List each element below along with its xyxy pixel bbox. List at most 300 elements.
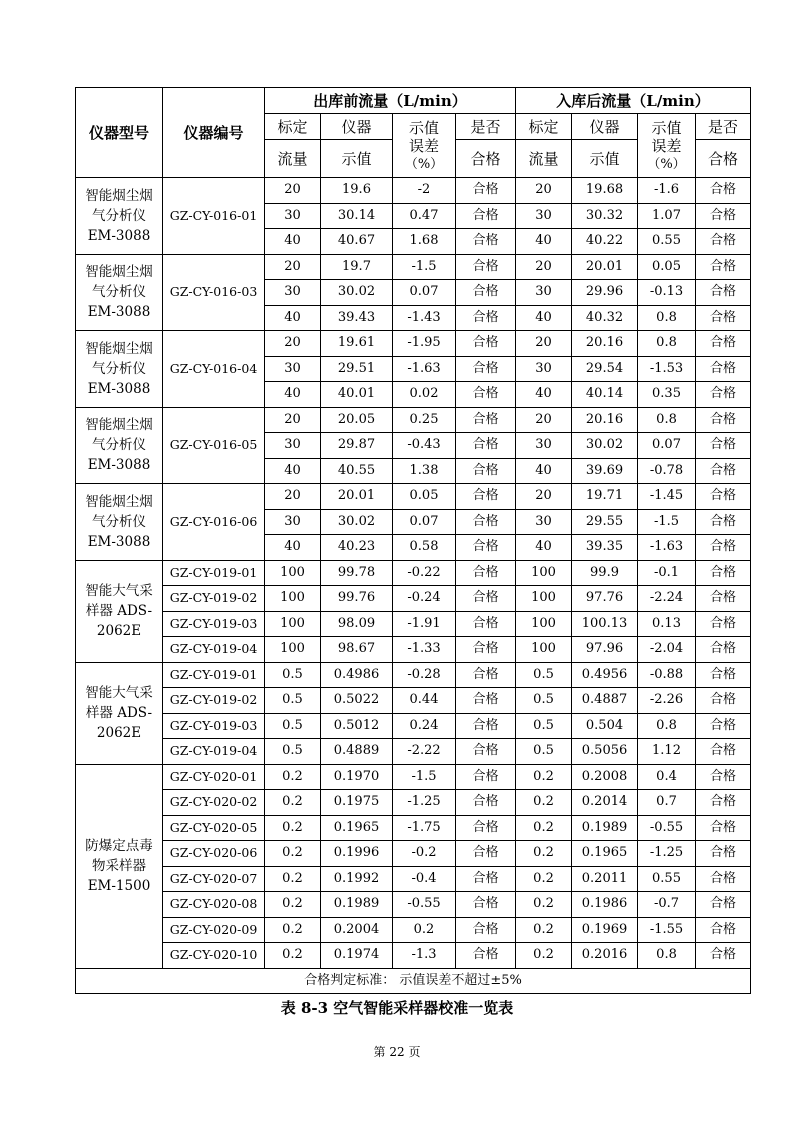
cell-b-ok: 合格 xyxy=(456,560,516,586)
cell-a-std: 0.5 xyxy=(516,739,572,765)
cell-a-val: 30.32 xyxy=(572,203,638,229)
instrument-model xyxy=(76,560,163,662)
cell-b-err: -0.43 xyxy=(393,433,456,459)
header-before-ok-top: 是否 xyxy=(456,114,516,140)
cell-a-ok: 合格 xyxy=(696,662,751,688)
cell-a-std: 30 xyxy=(516,509,572,535)
cell-b-val: 29.51 xyxy=(321,356,393,382)
cell-a-ok: 合格 xyxy=(696,407,751,433)
cell-b-val: 0.1974 xyxy=(321,943,393,969)
cell-a-std: 0.5 xyxy=(516,713,572,739)
instrument-number: GZ-CY-019-01 xyxy=(163,560,265,586)
cell-b-ok: 合格 xyxy=(456,764,516,790)
cell-b-ok: 合格 xyxy=(456,892,516,918)
cell-b-std: 100 xyxy=(265,586,321,612)
cell-b-val: 29.87 xyxy=(321,433,393,459)
cell-b-ok: 合格 xyxy=(456,229,516,255)
header-after-std-bottom: 流量 xyxy=(516,140,572,178)
cell-a-val: 40.14 xyxy=(572,382,638,408)
header-row-1 xyxy=(76,88,751,114)
cell-b-err: -1.91 xyxy=(393,611,456,637)
instrument-number: GZ-CY-020-02 xyxy=(163,790,265,816)
qualification-standard: 合格判定标准： 示值误差不超过±5% xyxy=(76,968,751,993)
page-number: 第 22 页 xyxy=(373,1045,421,1059)
cell-b-ok: 合格 xyxy=(456,509,516,535)
table-row xyxy=(76,688,751,714)
cell-a-std: 0.2 xyxy=(516,892,572,918)
table-row xyxy=(76,407,751,433)
instrument-number: GZ-CY-020-09 xyxy=(163,917,265,943)
table-row xyxy=(76,739,751,765)
cell-a-std: 40 xyxy=(516,305,572,331)
header-before-val-top: 仪器 xyxy=(321,114,393,140)
header-before-err-unit: （%） xyxy=(404,156,444,172)
cell-b-std: 40 xyxy=(265,458,321,484)
cell-a-std: 0.2 xyxy=(516,815,572,841)
cell-b-ok: 合格 xyxy=(456,943,516,969)
cell-b-val: 30.14 xyxy=(321,203,393,229)
cell-b-val: 19.61 xyxy=(321,331,393,357)
cell-b-ok: 合格 xyxy=(456,688,516,714)
header-after-err-unit: （%） xyxy=(647,156,686,172)
cell-a-val: 0.1965 xyxy=(572,841,638,867)
cell-b-val: 0.4889 xyxy=(321,739,393,765)
cell-a-ok: 合格 xyxy=(696,535,751,561)
table-row xyxy=(76,866,751,892)
cell-b-std: 0.2 xyxy=(265,866,321,892)
cell-a-std: 0.2 xyxy=(516,764,572,790)
cell-a-err: 0.8 xyxy=(638,305,696,331)
table-row xyxy=(76,586,751,612)
standard-row xyxy=(76,968,751,993)
cell-a-err: 0.55 xyxy=(638,866,696,892)
instrument-number: GZ-CY-019-04 xyxy=(163,739,265,765)
cell-a-err: 0.35 xyxy=(638,382,696,408)
cell-a-ok: 合格 xyxy=(696,331,751,357)
cell-b-err: -0.2 xyxy=(393,841,456,867)
cell-b-ok: 合格 xyxy=(456,637,516,663)
cell-b-std: 30 xyxy=(265,280,321,306)
cell-b-std: 20 xyxy=(265,484,321,510)
cell-b-val: 0.2004 xyxy=(321,917,393,943)
cell-a-val: 20.16 xyxy=(572,331,638,357)
cell-a-ok: 合格 xyxy=(696,560,751,586)
instrument-model-text: 智能烟尘烟气分析仪 EM-3088 xyxy=(85,340,153,397)
cell-a-err: -2.26 xyxy=(638,688,696,714)
cell-a-std: 0.2 xyxy=(516,866,572,892)
cell-a-ok: 合格 xyxy=(696,815,751,841)
table-row xyxy=(76,943,751,969)
cell-b-std: 30 xyxy=(265,433,321,459)
cell-a-err: 0.7 xyxy=(638,790,696,816)
cell-a-val: 39.69 xyxy=(572,458,638,484)
cell-a-val: 20.16 xyxy=(572,407,638,433)
cell-b-std: 0.5 xyxy=(265,688,321,714)
cell-a-val: 29.96 xyxy=(572,280,638,306)
cell-a-val: 39.35 xyxy=(572,535,638,561)
cell-a-val: 19.68 xyxy=(572,178,638,204)
cell-b-val: 40.67 xyxy=(321,229,393,255)
cell-b-err: 0.47 xyxy=(393,203,456,229)
table-row xyxy=(76,662,751,688)
cell-b-err: 1.38 xyxy=(393,458,456,484)
cell-b-std: 0.5 xyxy=(265,713,321,739)
instrument-number: GZ-CY-020-08 xyxy=(163,892,265,918)
header-before-std-bottom: 流量 xyxy=(265,140,321,178)
cell-a-err: 0.8 xyxy=(638,713,696,739)
cell-a-std: 20 xyxy=(516,254,572,280)
cell-a-err: -1.45 xyxy=(638,484,696,510)
cell-a-std: 0.5 xyxy=(516,662,572,688)
cell-a-std: 100 xyxy=(516,586,572,612)
header-after-ok-top: 是否 xyxy=(696,114,751,140)
cell-b-ok: 合格 xyxy=(456,356,516,382)
cell-b-ok: 合格 xyxy=(456,382,516,408)
cell-a-val: 0.1969 xyxy=(572,917,638,943)
cell-a-ok: 合格 xyxy=(696,943,751,969)
cell-a-std: 100 xyxy=(516,637,572,663)
cell-a-val: 19.71 xyxy=(572,484,638,510)
cell-a-err: -0.55 xyxy=(638,815,696,841)
cell-a-std: 20 xyxy=(516,484,572,510)
cell-b-std: 0.5 xyxy=(265,662,321,688)
cell-b-std: 100 xyxy=(265,637,321,663)
header-after-std-top: 标定 xyxy=(516,114,572,140)
table-row xyxy=(76,611,751,637)
cell-a-err: 1.12 xyxy=(638,739,696,765)
cell-b-std: 40 xyxy=(265,535,321,561)
instrument-model xyxy=(76,484,163,561)
cell-a-std: 0.2 xyxy=(516,917,572,943)
cell-b-std: 20 xyxy=(265,331,321,357)
cell-b-ok: 合格 xyxy=(456,790,516,816)
cell-b-std: 0.2 xyxy=(265,943,321,969)
table-row xyxy=(76,917,751,943)
cell-a-err: -2.04 xyxy=(638,637,696,663)
cell-a-val: 0.2014 xyxy=(572,790,638,816)
header-before-val-bottom: 示值 xyxy=(321,140,393,178)
instrument-number: GZ-CY-019-02 xyxy=(163,586,265,612)
cell-a-ok: 合格 xyxy=(696,356,751,382)
cell-b-ok: 合格 xyxy=(456,203,516,229)
header-before-err-label: 示值误差 xyxy=(408,118,439,155)
cell-a-std: 0.2 xyxy=(516,841,572,867)
cell-b-err: -0.22 xyxy=(393,560,456,586)
cell-b-ok: 合格 xyxy=(456,586,516,612)
cell-b-std: 20 xyxy=(265,254,321,280)
table-body xyxy=(76,88,751,994)
cell-a-ok: 合格 xyxy=(696,739,751,765)
cell-a-val: 0.2011 xyxy=(572,866,638,892)
table-row xyxy=(76,637,751,663)
cell-b-err: 0.02 xyxy=(393,382,456,408)
instrument-model-text: 智能大气采样器 ADS-2062E xyxy=(85,685,153,741)
table-row xyxy=(76,560,751,586)
cell-a-err: 0.13 xyxy=(638,611,696,637)
cell-b-val: 0.1989 xyxy=(321,892,393,918)
cell-b-std: 0.2 xyxy=(265,815,321,841)
cell-b-ok: 合格 xyxy=(456,841,516,867)
cell-a-err: 0.55 xyxy=(638,229,696,255)
cell-a-val: 20.01 xyxy=(572,254,638,280)
table-row xyxy=(76,790,751,816)
cell-b-std: 100 xyxy=(265,611,321,637)
cell-b-err: -2.22 xyxy=(393,739,456,765)
table-row xyxy=(76,841,751,867)
cell-b-err: -1.33 xyxy=(393,637,456,663)
cell-a-err: -1.63 xyxy=(638,535,696,561)
cell-a-std: 20 xyxy=(516,178,572,204)
cell-a-err: -0.13 xyxy=(638,280,696,306)
instrument-number: GZ-CY-019-02 xyxy=(163,688,265,714)
header-after-err-label: 示值误差 xyxy=(651,118,682,155)
cell-b-ok: 合格 xyxy=(456,254,516,280)
cell-a-err: -1.53 xyxy=(638,356,696,382)
instrument-model xyxy=(76,254,163,331)
cell-b-err: 1.68 xyxy=(393,229,456,255)
cell-a-std: 30 xyxy=(516,203,572,229)
cell-a-val: 29.55 xyxy=(572,509,638,535)
cell-b-std: 0.2 xyxy=(265,764,321,790)
cell-b-std: 0.5 xyxy=(265,739,321,765)
cell-a-ok: 合格 xyxy=(696,280,751,306)
cell-b-err: 0.44 xyxy=(393,688,456,714)
cell-a-ok: 合格 xyxy=(696,917,751,943)
cell-a-ok: 合格 xyxy=(696,892,751,918)
cell-b-ok: 合格 xyxy=(456,713,516,739)
cell-b-val: 39.43 xyxy=(321,305,393,331)
cell-b-val: 20.05 xyxy=(321,407,393,433)
cell-b-std: 20 xyxy=(265,178,321,204)
cell-b-err: 0.05 xyxy=(393,484,456,510)
cell-b-val: 98.09 xyxy=(321,611,393,637)
cell-a-err: 0.8 xyxy=(638,943,696,969)
header-after: 入库后流量（L/min） xyxy=(516,88,751,114)
instrument-model xyxy=(76,764,163,968)
cell-a-std: 0.2 xyxy=(516,790,572,816)
cell-a-ok: 合格 xyxy=(696,611,751,637)
instrument-model xyxy=(76,662,163,764)
cell-b-err: 0.2 xyxy=(393,917,456,943)
instrument-number: GZ-CY-016-06 xyxy=(163,484,265,561)
cell-a-val: 40.32 xyxy=(572,305,638,331)
cell-b-err: -0.28 xyxy=(393,662,456,688)
cell-a-err: -0.1 xyxy=(638,560,696,586)
cell-a-ok: 合格 xyxy=(696,866,751,892)
cell-a-std: 40 xyxy=(516,382,572,408)
cell-b-err: -1.25 xyxy=(393,790,456,816)
cell-b-val: 0.1992 xyxy=(321,866,393,892)
header-before-std-top: 标定 xyxy=(265,114,321,140)
table-row xyxy=(76,713,751,739)
header-model: 仪器型号 xyxy=(76,88,163,178)
cell-b-err: -0.4 xyxy=(393,866,456,892)
cell-a-ok: 合格 xyxy=(696,203,751,229)
cell-b-ok: 合格 xyxy=(456,458,516,484)
cell-b-err: -1.95 xyxy=(393,331,456,357)
cell-a-val: 0.4887 xyxy=(572,688,638,714)
cell-b-val: 0.1996 xyxy=(321,841,393,867)
cell-a-std: 20 xyxy=(516,407,572,433)
instrument-number: GZ-CY-020-06 xyxy=(163,841,265,867)
cell-b-err: -1.5 xyxy=(393,764,456,790)
cell-a-err: -1.25 xyxy=(638,841,696,867)
cell-b-err: 0.07 xyxy=(393,509,456,535)
cell-a-val: 40.22 xyxy=(572,229,638,255)
cell-b-ok: 合格 xyxy=(456,739,516,765)
instrument-number: GZ-CY-019-03 xyxy=(163,611,265,637)
table-row xyxy=(76,764,751,790)
table-row xyxy=(76,178,751,204)
cell-b-val: 40.55 xyxy=(321,458,393,484)
cell-a-ok: 合格 xyxy=(696,713,751,739)
table-row xyxy=(76,254,751,280)
instrument-number: GZ-CY-019-01 xyxy=(163,662,265,688)
cell-b-err: -0.55 xyxy=(393,892,456,918)
cell-b-std: 0.2 xyxy=(265,917,321,943)
cell-b-val: 40.01 xyxy=(321,382,393,408)
header-before: 出库前流量（L/min） xyxy=(265,88,516,114)
cell-a-std: 100 xyxy=(516,611,572,637)
instrument-number: GZ-CY-020-07 xyxy=(163,866,265,892)
cell-a-val: 0.2016 xyxy=(572,943,638,969)
cell-a-err: -0.7 xyxy=(638,892,696,918)
cell-a-std: 0.2 xyxy=(516,943,572,969)
cell-a-ok: 合格 xyxy=(696,586,751,612)
instrument-model xyxy=(76,178,163,255)
cell-b-ok: 合格 xyxy=(456,662,516,688)
cell-a-std: 40 xyxy=(516,458,572,484)
header-after-err xyxy=(638,114,696,178)
instrument-model-text: 智能烟尘烟气分析仪 EM-3088 xyxy=(85,417,153,474)
cell-b-std: 0.2 xyxy=(265,841,321,867)
cell-a-ok: 合格 xyxy=(696,382,751,408)
instrument-number: GZ-CY-019-04 xyxy=(163,637,265,663)
cell-a-std: 40 xyxy=(516,535,572,561)
cell-b-std: 20 xyxy=(265,407,321,433)
cell-a-ok: 合格 xyxy=(696,458,751,484)
cell-b-ok: 合格 xyxy=(456,866,516,892)
cell-b-err: 0.07 xyxy=(393,280,456,306)
instrument-model-text: 智能大气采样器 ADS-2062E xyxy=(85,583,153,639)
cell-b-val: 0.5012 xyxy=(321,713,393,739)
cell-b-val: 0.1965 xyxy=(321,815,393,841)
cell-b-ok: 合格 xyxy=(456,611,516,637)
cell-a-ok: 合格 xyxy=(696,178,751,204)
cell-a-val: 0.5056 xyxy=(572,739,638,765)
cell-b-err: -1.43 xyxy=(393,305,456,331)
cell-a-std: 40 xyxy=(516,229,572,255)
table-row xyxy=(76,484,751,510)
cell-b-ok: 合格 xyxy=(456,407,516,433)
instrument-model-text: 智能烟尘烟气分析仪 EM-3088 xyxy=(85,187,153,244)
cell-b-ok: 合格 xyxy=(456,535,516,561)
table-row xyxy=(76,892,751,918)
cell-b-std: 40 xyxy=(265,305,321,331)
instrument-number: GZ-CY-016-03 xyxy=(163,254,265,331)
cell-b-val: 98.67 xyxy=(321,637,393,663)
cell-a-ok: 合格 xyxy=(696,509,751,535)
cell-a-ok: 合格 xyxy=(696,790,751,816)
cell-a-std: 0.5 xyxy=(516,688,572,714)
cell-a-err: 0.05 xyxy=(638,254,696,280)
cell-b-std: 40 xyxy=(265,229,321,255)
cell-b-err: -2 xyxy=(393,178,456,204)
cell-a-ok: 合格 xyxy=(696,305,751,331)
cell-b-ok: 合格 xyxy=(456,305,516,331)
cell-b-ok: 合格 xyxy=(456,433,516,459)
cell-a-ok: 合格 xyxy=(696,637,751,663)
cell-b-ok: 合格 xyxy=(456,280,516,306)
cell-b-val: 19.6 xyxy=(321,178,393,204)
instrument-model-text: 智能烟尘烟气分析仪 EM-3088 xyxy=(85,493,153,550)
cell-a-std: 30 xyxy=(516,433,572,459)
cell-b-ok: 合格 xyxy=(456,484,516,510)
header-before-ok-bottom: 合格 xyxy=(456,140,516,178)
instrument-number: GZ-CY-016-01 xyxy=(163,178,265,255)
cell-a-err: 1.07 xyxy=(638,203,696,229)
cell-a-val: 0.2008 xyxy=(572,764,638,790)
cell-a-val: 100.13 xyxy=(572,611,638,637)
cell-a-val: 0.504 xyxy=(572,713,638,739)
cell-b-std: 30 xyxy=(265,509,321,535)
cell-a-err: 0.8 xyxy=(638,407,696,433)
cell-a-err: -0.78 xyxy=(638,458,696,484)
cell-b-std: 40 xyxy=(265,382,321,408)
cell-a-std: 30 xyxy=(516,356,572,382)
instrument-number: GZ-CY-020-05 xyxy=(163,815,265,841)
cell-a-ok: 合格 xyxy=(696,229,751,255)
cell-b-ok: 合格 xyxy=(456,917,516,943)
instrument-number: GZ-CY-019-03 xyxy=(163,713,265,739)
instrument-number: GZ-CY-020-10 xyxy=(163,943,265,969)
cell-a-val: 30.02 xyxy=(572,433,638,459)
instrument-number: GZ-CY-016-05 xyxy=(163,407,265,484)
table-row xyxy=(76,331,751,357)
cell-a-std: 20 xyxy=(516,331,572,357)
cell-a-ok: 合格 xyxy=(696,254,751,280)
cell-b-std: 0.2 xyxy=(265,790,321,816)
cell-a-ok: 合格 xyxy=(696,764,751,790)
cell-b-ok: 合格 xyxy=(456,331,516,357)
header-after-val-top: 仪器 xyxy=(572,114,638,140)
cell-a-err: -2.24 xyxy=(638,586,696,612)
cell-b-err: 0.58 xyxy=(393,535,456,561)
cell-b-err: 0.24 xyxy=(393,713,456,739)
cell-b-std: 0.2 xyxy=(265,892,321,918)
cell-a-err: 0.07 xyxy=(638,433,696,459)
cell-b-val: 99.76 xyxy=(321,586,393,612)
cell-b-ok: 合格 xyxy=(456,815,516,841)
cell-b-val: 0.1970 xyxy=(321,764,393,790)
calibration-table xyxy=(75,87,751,994)
cell-b-std: 30 xyxy=(265,203,321,229)
cell-a-val: 0.1989 xyxy=(572,815,638,841)
cell-b-val: 30.02 xyxy=(321,280,393,306)
cell-a-val: 0.4956 xyxy=(572,662,638,688)
cell-a-val: 0.1986 xyxy=(572,892,638,918)
cell-a-val: 29.54 xyxy=(572,356,638,382)
instrument-model-text: 防爆定点毒物采样器 EM-1500 xyxy=(85,838,153,894)
cell-b-ok: 合格 xyxy=(456,178,516,204)
instrument-model xyxy=(76,331,163,408)
instrument-model xyxy=(76,407,163,484)
instrument-number: GZ-CY-020-01 xyxy=(163,764,265,790)
cell-b-val: 0.5022 xyxy=(321,688,393,714)
cell-b-val: 40.23 xyxy=(321,535,393,561)
table-row xyxy=(76,815,751,841)
cell-a-ok: 合格 xyxy=(696,484,751,510)
